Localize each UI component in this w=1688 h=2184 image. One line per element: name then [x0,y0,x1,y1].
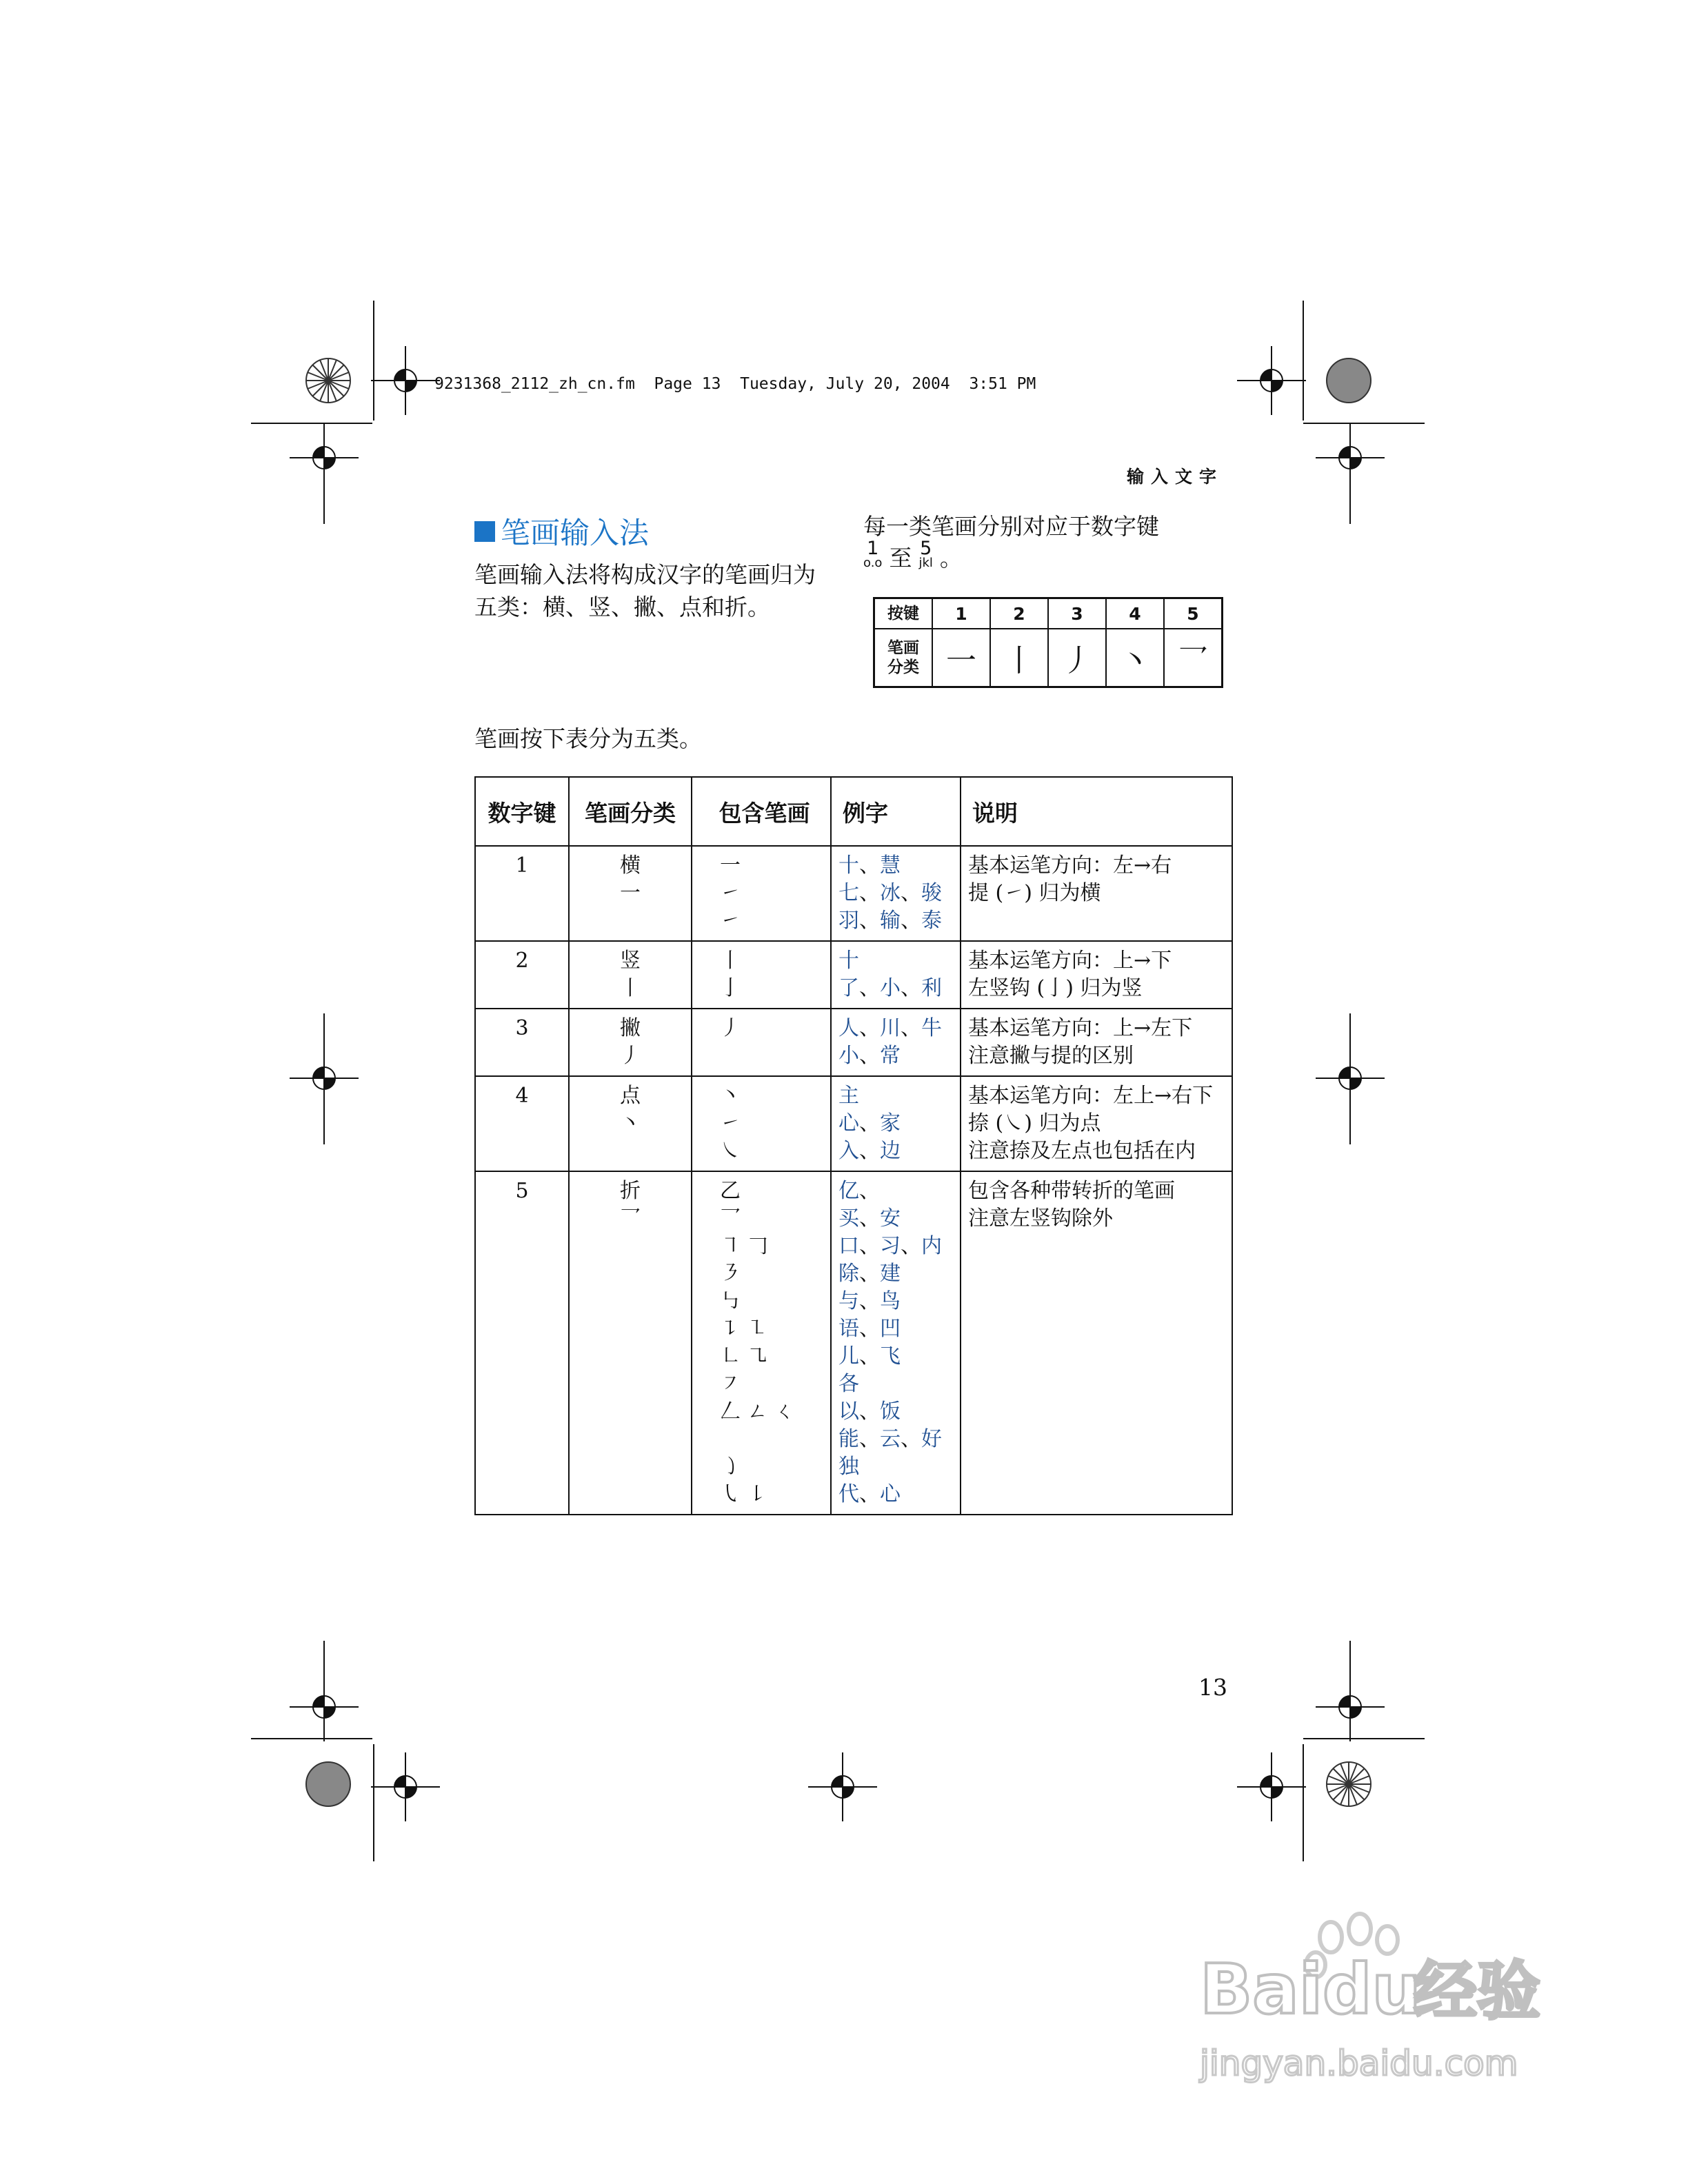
keys-paragraph: 每一类笔画分别对应于数字键 [863,513,1159,540]
stroke-classification-table [474,776,1233,1515]
stroke-cell: 丶 [1106,629,1164,687]
separator: 、 [859,1482,880,1506]
table-row [475,846,1232,941]
example-char: 川 [880,1016,901,1040]
examples-cell [831,1076,961,1171]
example-char: 十 [838,949,859,973]
column-header: 例字 [831,777,961,846]
key-number-cell: 5 [475,1171,569,1515]
notes-cell [961,846,1232,941]
separator: 、 [901,1427,921,1451]
example-char: 了 [838,976,859,1000]
example-line [838,1453,953,1481]
example-line [838,1082,953,1110]
note-line: 捺 (㇏) 归为点 [968,1111,1101,1135]
stroke-line: ㇋ [720,1262,741,1286]
category-line: 点 [620,1084,641,1108]
stroke-line: ㇕ 𠃌 [720,1234,768,1258]
note-line: 基本运笔方向：上→下 [968,949,1172,973]
example-char: 小 [880,976,901,1000]
example-char: 云 [880,1427,901,1451]
page-number: 13 [1198,1674,1227,1701]
example-line: 亿、 [838,1179,880,1203]
category-line: 丨 [620,976,641,1000]
baidu-watermark-logo [1186,1910,1586,2096]
stroke-cell: 乛 [1164,629,1223,687]
column-header: 数字键 [475,777,569,846]
example-char: 语 [838,1317,859,1341]
stroke-line: 一 [720,853,741,878]
note-line: 注意撇与提的区别 [968,1044,1134,1068]
example-char: 主 [838,1084,859,1108]
category-cell [569,846,692,941]
note-line: 注意捺及左点也包括在内 [968,1139,1196,1163]
example-char: 以 [838,1399,859,1424]
column-header: 包含笔画 [692,777,831,846]
notes-cell [961,1076,1232,1171]
example-char: 泰 [921,909,942,933]
separator: 、 [859,1016,880,1040]
included-strokes-cell [692,1076,831,1171]
note-line: 基本运笔方向：左上→右下 [968,1084,1214,1108]
stroke-table-body [475,846,1232,1515]
example-char: 利 [921,976,942,1000]
key-row [874,598,1223,629]
example-char: 与 [838,1289,859,1313]
stroke-line: 乙 [720,1179,741,1203]
example-char: 习 [880,1234,901,1258]
category-line: 撇 [620,1016,641,1040]
stroke-line: ㇀ [720,881,741,905]
included-strokes-cell [692,846,831,941]
category-line: 横 [620,853,641,878]
example-char: 人 [838,1016,859,1040]
section-label: 输入文字 [1127,467,1224,487]
intro-paragraph: 笔画输入法将构成汉字的笔画归为五类：横、竖、撇、点和折。 [474,561,816,620]
example-line [838,1398,953,1426]
table-row [475,1171,1232,1515]
separator: 、 [901,881,921,905]
category-line: 丶 [620,1111,641,1135]
separator: 、 [901,1016,921,1040]
column-header: 笔画分类 [569,777,692,846]
example-char: 牛 [921,1016,942,1040]
separator: 、 [859,1427,880,1451]
table-row [475,941,1232,1009]
stroke-line: ㇗ ㇈ [720,1344,768,1368]
included-strokes-cell [692,941,831,1009]
example-char: 能 [838,1427,859,1451]
example-line [838,1233,953,1260]
example-char: 买 [838,1206,859,1231]
section-heading [474,510,649,552]
key-number-cell: 3 [475,1009,569,1076]
stroke-line: ㇊ ㇅ [720,1317,768,1341]
category-cell [569,941,692,1009]
key-cell: 3 [1048,598,1106,629]
example-line [838,907,953,935]
example-char: 小 [838,1044,859,1068]
column-header: 说明 [961,777,1232,846]
example-line [838,1260,953,1288]
watermark-url: jingyan.baidu.com [1200,2043,1518,2083]
note-line: 基本运笔方向：左→右 [968,853,1172,878]
separator: 、 [901,976,921,1000]
included-strokes-cell [692,1009,831,1076]
watermark-cn: 经验 [1414,1954,1541,2028]
table-row [475,1009,1232,1076]
example-line [838,1205,953,1233]
stroke-header-label: 笔画分类 [874,629,933,687]
example-line [838,1042,953,1070]
example-char: 内 [921,1234,942,1258]
stroke-line: 乛 [720,1206,741,1231]
example-char: 心 [838,1111,859,1135]
key-cell: 5 [1164,598,1223,629]
category-line: 乛 [620,1206,641,1231]
stroke-line: ㇀ [720,1111,741,1135]
example-line [838,880,953,907]
example-line [838,947,953,975]
example-line [838,1371,953,1398]
heading-text: 笔画输入法 [501,516,649,551]
example-line [838,852,953,880]
stroke-line: ㇀ [720,909,741,933]
key-number-cell: 4 [475,1076,569,1171]
example-line [838,1110,953,1138]
example-line [838,1315,953,1343]
separator: 、 [859,881,880,905]
category-line: 丿 [620,1044,641,1068]
example-line [838,1288,953,1315]
stroke-line: ㇏ [720,1139,741,1163]
notes-cell [961,941,1232,1009]
notes-cell [961,1009,1232,1076]
stroke-line: ㇂ ㇙ [720,1482,768,1506]
stroke-cell: 一 [932,629,990,687]
example-char: 心 [880,1482,901,1506]
note-line: 注意左竖钩除外 [968,1206,1113,1231]
key-mapping-table [873,597,1223,688]
note-line: 提 (㇀) 归为横 [968,881,1101,905]
note-line: 左竖钩 (亅) 归为竖 [968,976,1143,1000]
category-line: 一 [620,881,641,905]
key-cell: 2 [990,598,1048,629]
key-range-connector: 至 [889,545,912,572]
key-1-icon: 1 o.o [863,538,883,570]
separator: 、 [859,976,880,1000]
stroke-line: 丨 [720,949,741,973]
example-char: 安 [880,1206,901,1231]
example-char: 常 [880,1044,901,1068]
table-row [475,1076,1232,1171]
file-header: 9231368_2112_zh_cn.fm Page 13 Tuesday, July 20, 2004 3:51 PM [434,375,1036,393]
note-line: 包含各种带转折的笔画 [968,1179,1175,1203]
example-char: 边 [880,1139,901,1163]
stroke-cell: 丨 [990,629,1048,687]
example-char: 代 [838,1482,859,1506]
key-range-end: 。 [939,545,963,572]
examples-cell [831,1009,961,1076]
stroke-line: 丿 [720,1016,741,1040]
separator: 、 [859,1234,880,1258]
separator: 、 [859,909,880,933]
watermark-brand: Baidu [1200,1949,1421,2030]
example-char: 各 [838,1372,859,1396]
example-char: 骏 [921,881,942,905]
example-char: 七 [838,881,859,905]
separator: 、 [859,1399,880,1424]
separator: 、 [901,909,921,933]
category-line: 折 [620,1179,641,1203]
example-char: 入 [838,1139,859,1163]
stroke-cell: 丿 [1048,629,1106,687]
stroke-row [874,629,1223,687]
stroke-line: ㇉ [720,1289,741,1313]
examples-cell [831,1171,961,1515]
key-cell: 4 [1106,598,1164,629]
stroke-line: 丶 [720,1084,741,1108]
example-line [838,1138,953,1165]
key-number-cell: 1 [475,846,569,941]
stroke-line: 𠃋 ㄥ ㄑ [720,1399,796,1424]
stroke-line: ㇇ [720,1372,741,1396]
category-cell [569,1076,692,1171]
square-bullet-icon [474,521,495,542]
example-char: 慧 [880,853,901,878]
example-line [838,1481,953,1508]
example-char: 亿 [838,1179,859,1203]
example-char: 除 [838,1262,859,1286]
example-char: 羽 [838,909,859,933]
notes-cell [961,1171,1232,1515]
included-strokes-cell [692,1171,831,1515]
separator: 、 [901,1234,921,1258]
example-char: 饭 [880,1399,901,1424]
stroke-line: ㇁ [720,1455,741,1479]
separator: 、 [859,1344,880,1368]
separator: 、 [859,1289,880,1313]
split-paragraph: 笔画按下表分为五类。 [474,725,702,752]
stroke-line [720,1426,823,1453]
example-char: 家 [880,1111,901,1135]
table-header-row [475,777,1232,846]
example-char: 好 [921,1427,942,1451]
category-cell [569,1171,692,1515]
example-char: 凹 [880,1317,901,1341]
example-char: 鸟 [880,1289,901,1313]
examples-cell [831,846,961,941]
separator: 、 [859,1139,880,1163]
key-cell: 1 [932,598,990,629]
category-line: 竖 [620,949,641,973]
stroke-line: 亅 [720,976,741,1000]
example-line [838,1343,953,1371]
key-5-icon: 5 jkl [918,538,933,570]
category-cell [569,1009,692,1076]
examples-cell [831,941,961,1009]
example-line [838,975,953,1002]
separator: 、 [859,853,880,878]
example-char: 儿 [838,1344,859,1368]
example-char: 十 [838,853,859,878]
separator: 、 [859,1317,880,1341]
key-header-label: 按键 [874,598,933,629]
example-line [838,1426,953,1453]
key-range-line [863,540,963,573]
separator: 、 [859,1044,880,1068]
example-line [838,1015,953,1042]
example-char: 输 [880,909,901,933]
note-line: 基本运笔方向：上→左下 [968,1016,1193,1040]
separator: 、 [859,1262,880,1286]
example-char: 飞 [880,1344,901,1368]
example-char: 建 [880,1262,901,1286]
separator: 、 [859,1111,880,1135]
example-char: 口 [838,1234,859,1258]
example-char: 独 [838,1455,859,1479]
example-char: 冰 [880,881,901,905]
separator: 、 [859,1206,880,1231]
key-number-cell: 2 [475,941,569,1009]
